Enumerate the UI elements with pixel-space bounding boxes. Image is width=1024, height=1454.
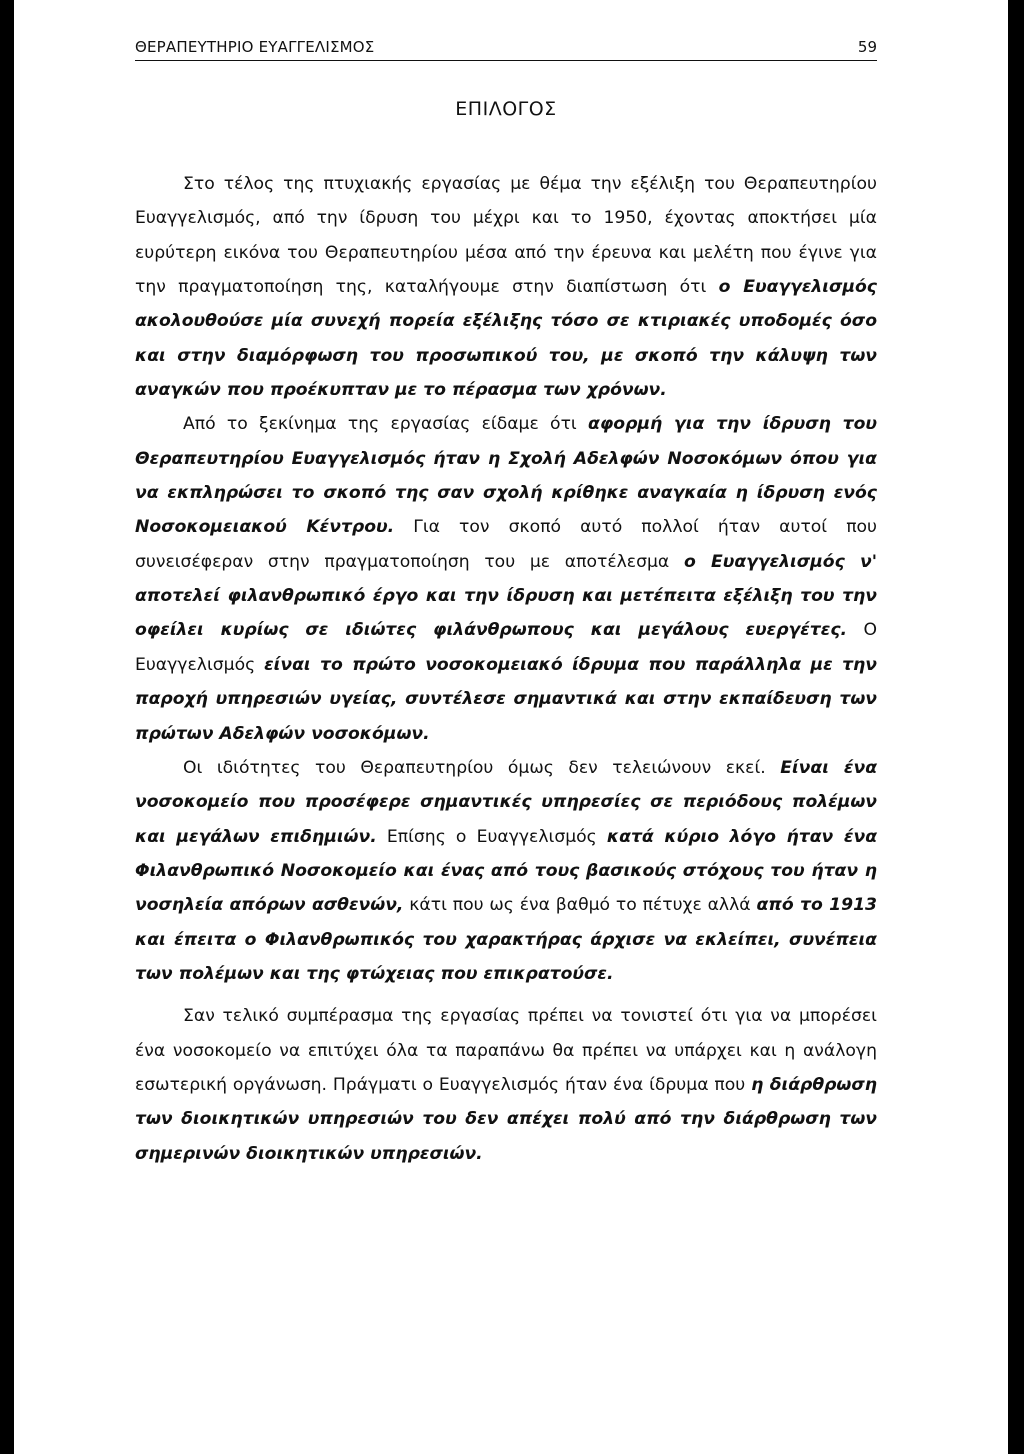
paragraph-3-span-3: κάτι που ως ένα βαθμό το πέτυχε αλλά [403, 895, 757, 916]
paragraph-3-emphasis-1: Είναι ένα νοσοκομείο που προσέφερε σημαντικές υπηρεσίες σε περιόδους πολέμων και μεγάλων επιδημιών. [135, 757, 877, 847]
paragraph-1-span-1: Στο τέλος της πτυχιακής εργασίας με θέμα την εξέλιξη του Θεραπευτηρίου Ευαγγελισμός, από την ίδρυση του μέχρι και το 1950, έχοντας αποκτήσει μία ευρύτερη εικόνα του Θεραπευτηρίου μέσα από την έρευνα και μελέτη που έγινε για την πραγματοποίηση της, καταλήγουμε στην διαπίστωση ότι [135, 174, 877, 298]
paragraph-4-emphasis-1: η διάρθρωση των διοικητικών υπηρεσιών του δεν απέχει πολύ από την διάρθρωση των σημερινών διοικητικών υπηρεσιών. [135, 1074, 877, 1164]
paragraph-3 [135, 751, 877, 991]
paragraph-2-emphasis-2: ο Ευαγγελισμός ν' αποτελεί φιλανθρωπικό έργο και την ίδρυση και μετέπειτα εξέλιξη του την οφείλει κυρίως σε ιδιώτες φιλάνθρωπους και μεγάλους ευεργέτες. [135, 551, 877, 641]
paragraph-2-span-3: Ο Ευαγγελισμός [135, 620, 877, 675]
page-number: 59 [857, 38, 877, 56]
paragraph-2-emphasis-3: είναι το πρώτο νοσοκομειακό ίδρυμα που παράλληλα με την παροχή υπηρεσιών υγείας, συντέλεσε σημαντικά και στην εκπαίδευση των πρώτων Αδελφών νοσοκόμων. [135, 654, 877, 744]
paragraph-3-emphasis-2: κατά κύριο λόγο ήταν ένα Φιλανθρωπικό Νοσοκομείο και ένας από τους βασικούς στόχους του ήταν η νοσηλεία απόρων ασθενών, [135, 826, 878, 916]
paragraph-3-emphasis-3: από το 1913 και έπειτα ο Φιλανθρωπικός του χαρακτήρας άρχισε να εκλείπει, συνέπεια των πολέμων και της φτώχειας που επικρατούσε. [135, 895, 878, 984]
document-page [14, 0, 1008, 1454]
paragraph-2-span-1: Από το ξεκίνημα της εργασίας είδαμε ότι [183, 414, 589, 435]
paragraph-4-span-1: Σαν τελικό συμπέρασμα της εργασίας πρέπει να τονιστεί ότι για να μπορέσει ένα νοσοκομείο να επιτύχει όλα τα παραπάνω θα πρέπει να υπάρχει και η ανάλογη εσωτερική οργάνωση. Πράγματι ο Ευαγγελισμός ήταν ένα ίδρυμα που [135, 1006, 877, 1095]
paragraph-4 [135, 999, 877, 1171]
paragraph-1 [135, 167, 877, 407]
paragraph-2-emphasis-1: αφορμή για την ίδρυση του Θεραπευτηρίου Ευαγγελισμός ήταν η Σχολή Αδελφών Νοσοκόμων όπου για να εκπληρώσει το σκοπό της σαν σχολή κρίθηκε αναγκαία η ίδρυση ενός Νοσοκομειακού Κέντρου. [135, 414, 877, 538]
running-title: ΘΕΡΑΠΕΥΤΗΡΙΟ ΕΥΑΓΓΕΛΙΣΜΟΣ [135, 38, 375, 56]
paragraph-2-span-2: Για τον σκοπό αυτό πολλοί ήταν αυτοί που συνεισέφεραν στην πραγματοποίηση του με αποτέλεσμα [135, 517, 878, 572]
paragraph-3-span-1: Οι ιδιότητες του Θεραπευτηρίου όμως δεν τελειώνουν εκεί. [183, 757, 781, 778]
running-header [135, 36, 877, 61]
body-text [135, 167, 877, 1171]
paragraph-1-emphasis-1: ο Ευαγγελισμός ακολουθούσε μία συνεχή πορεία εξέλιξης τόσο σε κτιριακές υποδομές όσο και στην διαμόρφωση του προσωπικού του, με σκοπό την κάλυψη των αναγκών που προέκυπταν με το πέρασμα των χρόνων. [135, 277, 877, 401]
section-title: ΕΠΙΛΟΓΟΣ [455, 98, 557, 120]
paragraph-2 [135, 407, 877, 750]
paragraph-3-span-2: Επίσης ο Ευαγγελισμός [376, 826, 607, 847]
